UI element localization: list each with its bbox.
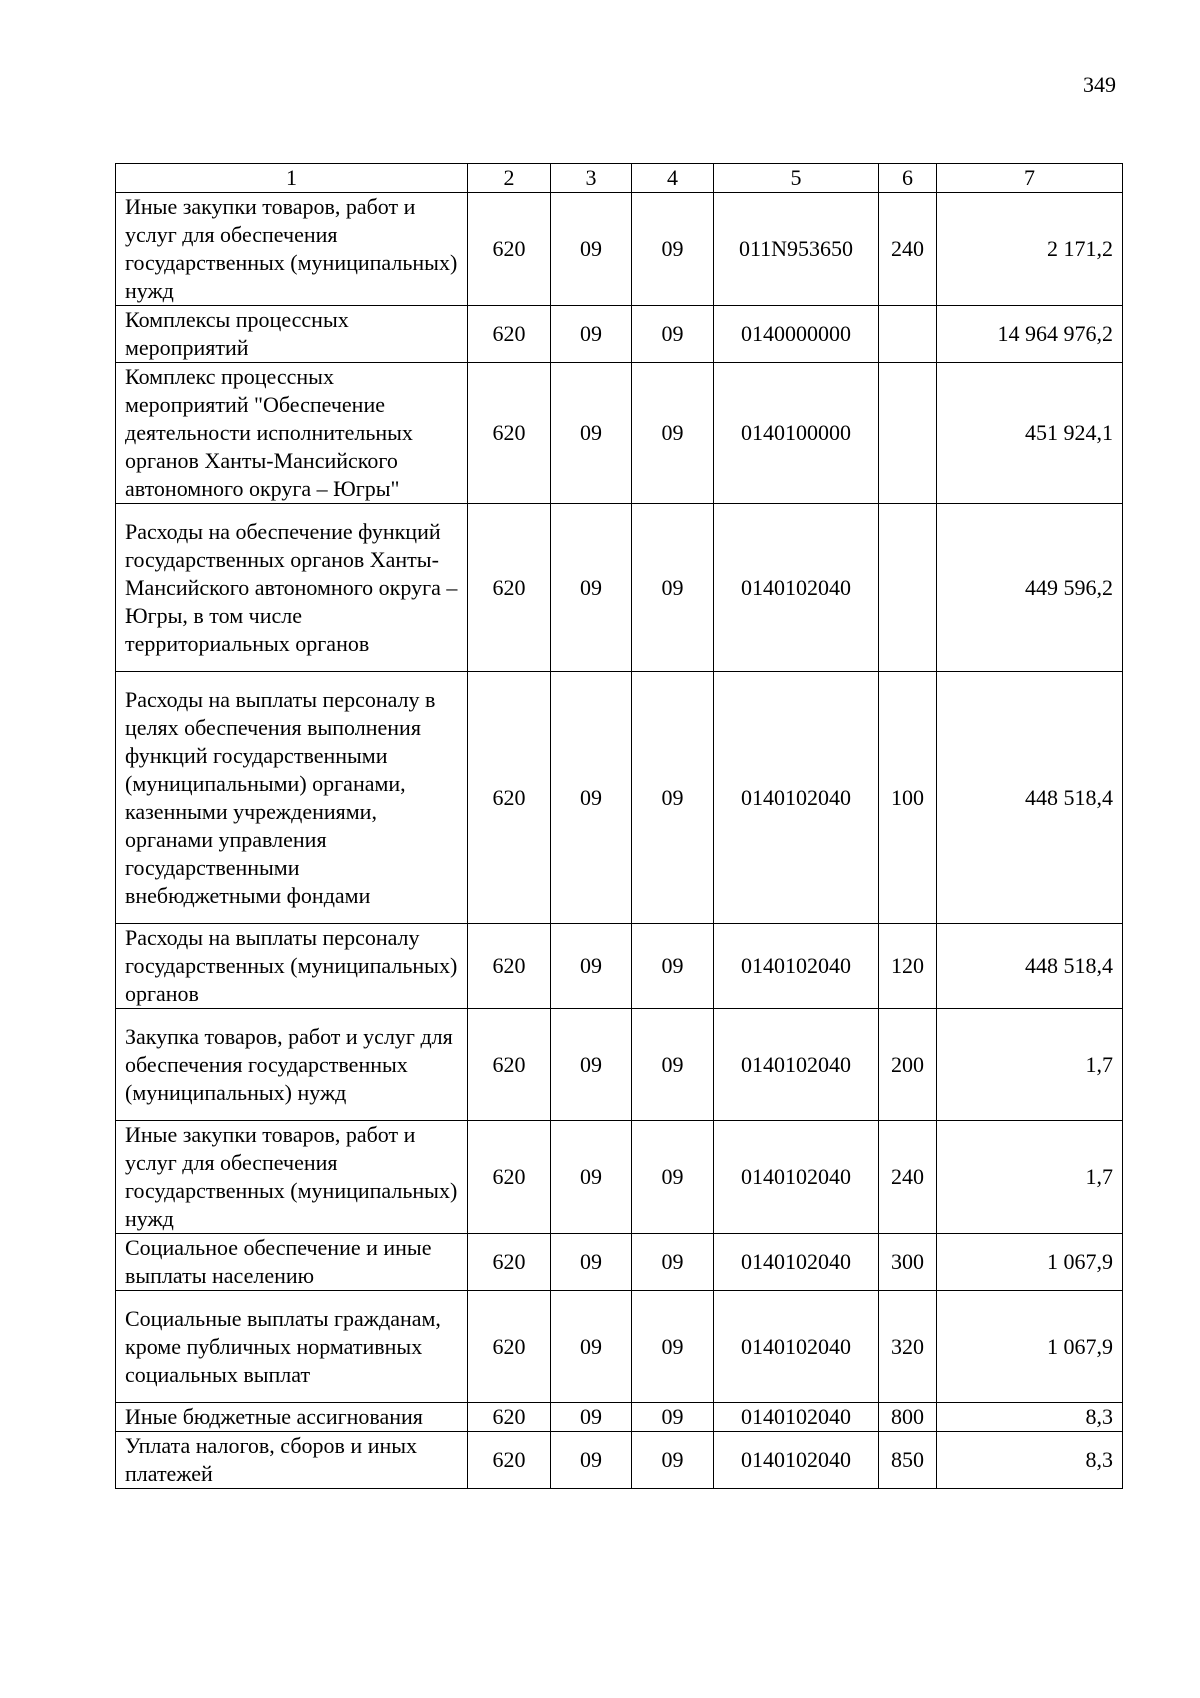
column-header: 6 [879, 164, 937, 193]
row-name: Социальное обеспечение и иные выплаты населению [116, 1234, 468, 1291]
cell-col4: 09 [632, 504, 714, 672]
cell-col4: 09 [632, 363, 714, 504]
cell-col2: 620 [468, 306, 551, 363]
cell-col2: 620 [468, 1009, 551, 1121]
row-name: Расходы на обеспечение функций государственных органов Ханты-Мансийского автономного округа – Югры, в том числе территориальных органов [116, 504, 468, 672]
cell-col3: 09 [551, 1432, 632, 1489]
cell-col5: 0140000000 [714, 306, 879, 363]
cell-amount: 2 171,2 [937, 193, 1123, 306]
cell-col6: 240 [879, 193, 937, 306]
cell-col2: 620 [468, 1121, 551, 1234]
column-header: 4 [632, 164, 714, 193]
cell-col2: 620 [468, 1432, 551, 1489]
cell-col3: 09 [551, 672, 632, 924]
cell-amount: 449 596,2 [937, 504, 1123, 672]
page-number: 349 [1083, 72, 1116, 97]
cell-amount: 8,3 [937, 1403, 1123, 1432]
cell-col3: 09 [551, 1234, 632, 1291]
column-header: 3 [551, 164, 632, 193]
cell-col3: 09 [551, 1291, 632, 1403]
cell-col6: 100 [879, 672, 937, 924]
cell-col3: 09 [551, 1121, 632, 1234]
column-header: 2 [468, 164, 551, 193]
cell-amount: 1 067,9 [937, 1291, 1123, 1403]
row-name: Иные бюджетные ассигнования [116, 1403, 468, 1432]
cell-col3: 09 [551, 306, 632, 363]
cell-amount: 448 518,4 [937, 672, 1123, 924]
table-row [116, 1291, 1123, 1403]
cell-amount: 451 924,1 [937, 363, 1123, 504]
cell-col6: 240 [879, 1121, 937, 1234]
cell-col5: 011N953650 [714, 193, 879, 306]
cell-col5: 0140102040 [714, 1403, 879, 1432]
table-row [116, 1432, 1123, 1489]
cell-amount: 1 067,9 [937, 1234, 1123, 1291]
cell-col5: 0140102040 [714, 1291, 879, 1403]
cell-col5: 0140102040 [714, 1009, 879, 1121]
cell-col3: 09 [551, 504, 632, 672]
column-header: 7 [937, 164, 1123, 193]
cell-col5: 0140102040 [714, 672, 879, 924]
cell-col6 [879, 363, 937, 504]
cell-col3: 09 [551, 1009, 632, 1121]
cell-col4: 09 [632, 1291, 714, 1403]
cell-col3: 09 [551, 193, 632, 306]
row-name: Закупка товаров, работ и услуг для обеспечения государственных (муниципальных) нужд [116, 1009, 468, 1121]
cell-col2: 620 [468, 363, 551, 504]
cell-col2: 620 [468, 504, 551, 672]
cell-col5: 0140102040 [714, 1432, 879, 1489]
cell-col6: 320 [879, 1291, 937, 1403]
cell-col2: 620 [468, 672, 551, 924]
cell-col4: 09 [632, 306, 714, 363]
cell-col5: 0140102040 [714, 1234, 879, 1291]
cell-amount: 14 964 976,2 [937, 306, 1123, 363]
cell-amount: 448 518,4 [937, 924, 1123, 1009]
table-row [116, 1121, 1123, 1234]
cell-col5: 0140102040 [714, 924, 879, 1009]
row-name: Иные закупки товаров, работ и услуг для обеспечения государственных (муниципальных) нужд [116, 1121, 468, 1234]
cell-col4: 09 [632, 193, 714, 306]
table-row [116, 1234, 1123, 1291]
table-row [116, 672, 1123, 924]
cell-col4: 09 [632, 1403, 714, 1432]
row-name: Комплексы процессных мероприятий [116, 306, 468, 363]
cell-col3: 09 [551, 924, 632, 1009]
row-name: Иные закупки товаров, работ и услуг для обеспечения государственных (муниципальных) нужд [116, 193, 468, 306]
cell-col5: 0140102040 [714, 1121, 879, 1234]
cell-col2: 620 [468, 1234, 551, 1291]
row-name: Расходы на выплаты персоналу государственных (муниципальных) органов [116, 924, 468, 1009]
column-header: 5 [714, 164, 879, 193]
table-row [116, 1403, 1123, 1432]
cell-col6: 300 [879, 1234, 937, 1291]
cell-col4: 09 [632, 1432, 714, 1489]
column-header: 1 [116, 164, 468, 193]
budget-table [115, 163, 1123, 1489]
cell-col4: 09 [632, 1009, 714, 1121]
table-row [116, 924, 1123, 1009]
row-name: Социальные выплаты гражданам, кроме публичных нормативных социальных выплат [116, 1291, 468, 1403]
cell-col4: 09 [632, 924, 714, 1009]
cell-col3: 09 [551, 363, 632, 504]
cell-col6 [879, 306, 937, 363]
table-row [116, 1009, 1123, 1121]
cell-amount: 1,7 [937, 1121, 1123, 1234]
cell-col4: 09 [632, 672, 714, 924]
header-row [116, 164, 1123, 193]
row-name: Расходы на выплаты персоналу в целях обеспечения выполнения функций государственными (муниципальными) органами, казенными учреждениями, органами управления государственными внебюджетными фондами [116, 672, 468, 924]
cell-col6: 850 [879, 1432, 937, 1489]
cell-col2: 620 [468, 924, 551, 1009]
cell-col5: 0140100000 [714, 363, 879, 504]
cell-col4: 09 [632, 1121, 714, 1234]
cell-col4: 09 [632, 1234, 714, 1291]
table-row [116, 306, 1123, 363]
row-name: Комплекс процессных мероприятий "Обеспечение деятельности исполнительных органов Ханты-Мансийского автономного округа – Югры" [116, 363, 468, 504]
cell-col2: 620 [468, 1403, 551, 1432]
cell-col3: 09 [551, 1403, 632, 1432]
row-name: Уплата налогов, сборов и иных платежей [116, 1432, 468, 1489]
cell-col2: 620 [468, 1291, 551, 1403]
cell-col6 [879, 504, 937, 672]
cell-amount: 1,7 [937, 1009, 1123, 1121]
cell-col5: 0140102040 [714, 504, 879, 672]
cell-col2: 620 [468, 193, 551, 306]
cell-col6: 120 [879, 924, 937, 1009]
cell-col6: 200 [879, 1009, 937, 1121]
table-row [116, 363, 1123, 504]
cell-col6: 800 [879, 1403, 937, 1432]
table-row [116, 193, 1123, 306]
cell-amount: 8,3 [937, 1432, 1123, 1489]
table-row [116, 504, 1123, 672]
